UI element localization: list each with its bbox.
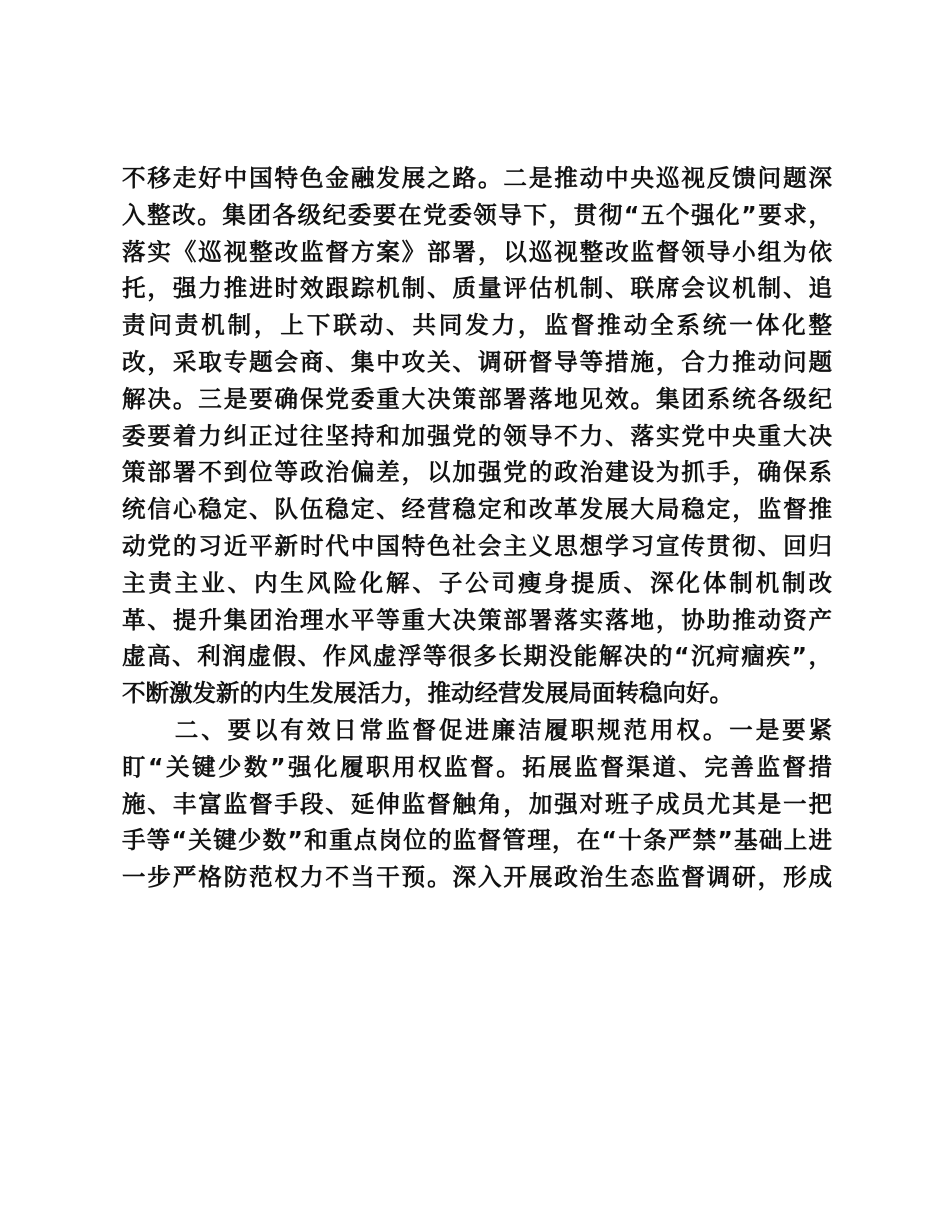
text-line: 统信心稳定、队伍稳定、经营稳定和改革发展大局稳定，监督推 [122, 495, 832, 524]
text-line: 主责主业、内生风险化解、子公司瘦身提质、深化体制机制改 [122, 568, 832, 597]
text-line: 二、要以有效日常监督促进廉洁履职规范用权。一是要紧 [122, 715, 832, 744]
text-line: 一步严格防范权力不当干预。深入开展政治生态监督调研，形成 [122, 863, 832, 892]
body-text [122, 160, 832, 896]
text-line: 解决。三是要确保党委重大决策部署落地见效。集团系统各级纪 [122, 384, 832, 413]
text-line: 委要着力纠正过往坚持和加强党的领导不力、落实党中央重大决 [122, 421, 832, 450]
text-line: 责问责机制，上下联动、共同发力，监督推动全系统一体化整 [122, 311, 832, 340]
text-line: 策部署不到位等政治偏差，以加强党的政治建设为抓手，确保系 [122, 458, 832, 487]
text-line: 托，强力推进时效跟踪机制、质量评估机制、联席会议机制、追 [122, 274, 832, 303]
text-line: 动党的习近平新时代中国特色社会主义思想学习宣传贯彻、回归 [122, 531, 832, 560]
text-line: 落实《巡视整改监督方案》部署，以巡视整改监督领导小组为依 [122, 237, 832, 266]
text-line: 革、提升集团治理水平等重大决策部署落实落地，协助推动资产 [122, 605, 832, 634]
text-line: 改，采取专题会商、集中攻关、调研督导等措施，合力推动问题 [122, 347, 832, 376]
text-line: 不移走好中国特色金融发展之路。二是推动中央巡视反馈问题深 [122, 164, 832, 192]
text-line: 虚高、利润虚假、作风虚浮等很多长期没能解决的“沉疴痼疾”， [122, 642, 832, 671]
text-line: 施、丰富监督手段、延伸监督触角，加强对班子成员尤其是一把 [122, 789, 832, 818]
text-line: 入整改。集团各级纪委要在党委领导下，贯彻“五个强化”要求， [122, 200, 832, 229]
text-line: 不断激发新的内生发展活力，推动经营发展局面转稳向好。 [122, 679, 733, 708]
text-line: 手等“关键少数”和重点岗位的监督管理，在“十条严禁”基础上进 [122, 826, 832, 855]
text-line: 盯“关键少数”强化履职用权监督。拓展监督渠道、完善监督措 [122, 752, 832, 781]
